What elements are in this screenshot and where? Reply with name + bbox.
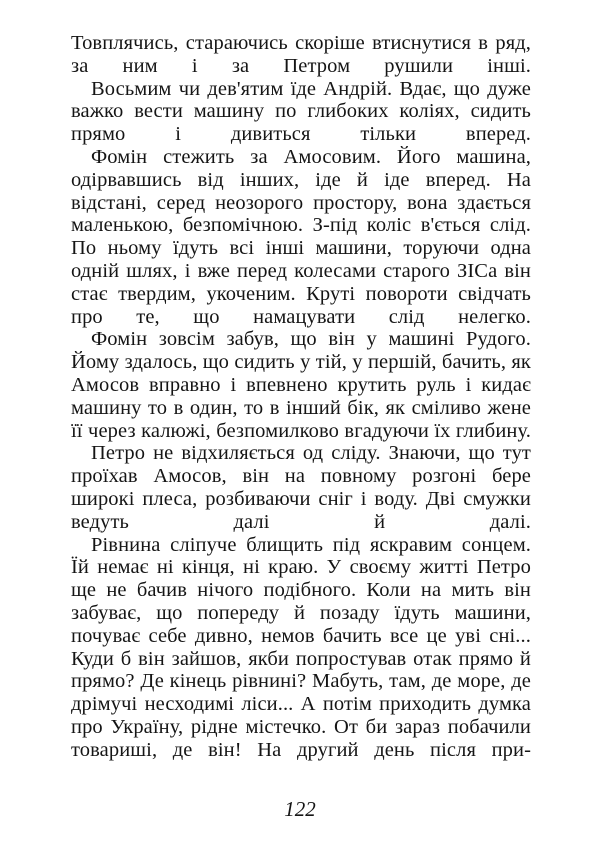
paragraph-3: Фомін стежить за Амосовим. Його машина, одірвавшись від інших, іде й іде вперед. На відстані, серед неозорого простору, вона здається маленькою, безпомічною. З-під коліс в'ється слід. По ньому їдуть всі інші машини, торуючи одна одній шлях, і вже перед колесами старого ЗІСа він стає твердим, укоченим. Круті повороти свідчать про те, що намацувати слід нелегко. — [71, 145, 531, 328]
paragraph-1: Товплячись, стараючись скоріше втиснутися в ряд, за ним і за Петром рушили інші. — [71, 32, 531, 77]
page-text — [71, 32, 531, 762]
paragraph-5: Петро не відхиляється од сліду. Знаючи, що тут проїхав Амосов, він на повному розгоні бере широкі плеса, розбиваючи сніг і воду. Дві смужки ведуть далі й далі. — [71, 442, 531, 533]
paragraph-4: Фомін зовсім забув, що він у машині Рудого. Йому здалось, що сидить у тій, у першій, бачить, як Амосов вправно і впевнено крутить руль і кидає машину то в один, то в інший бік, як сміливо жене її через калюжі, безпомилково вгадуючи їх глибину. — [71, 328, 531, 442]
paragraph-2: Восьмим чи дев'ятим їде Андрій. Вдає, що дуже важко вести машину по глибоких коліях, сидить прямо і дивиться тільки вперед. — [71, 77, 531, 146]
page-number: 122 — [284, 797, 316, 821]
paragraph-6: Рівнина сліпуче блищить під яскравим сонцем. Їй немає ні кінця, ні краю. У своєму житті Петро ще не бачив нічого подібного. Коли на мить він забуває, що попереду й позаду їдуть машини, почуває себе дивно, немов бачить все це уві сні... Куди б він зайшов, якби попростував отак прямо й прямо? Де кінець рівнині? Мабуть, там, де море, де дрімучі несходимі ліси... А потім приходить думка про Україну, рідне містечко. От би зараз побачили товариші, де він! На другий день після при- — [71, 533, 531, 761]
